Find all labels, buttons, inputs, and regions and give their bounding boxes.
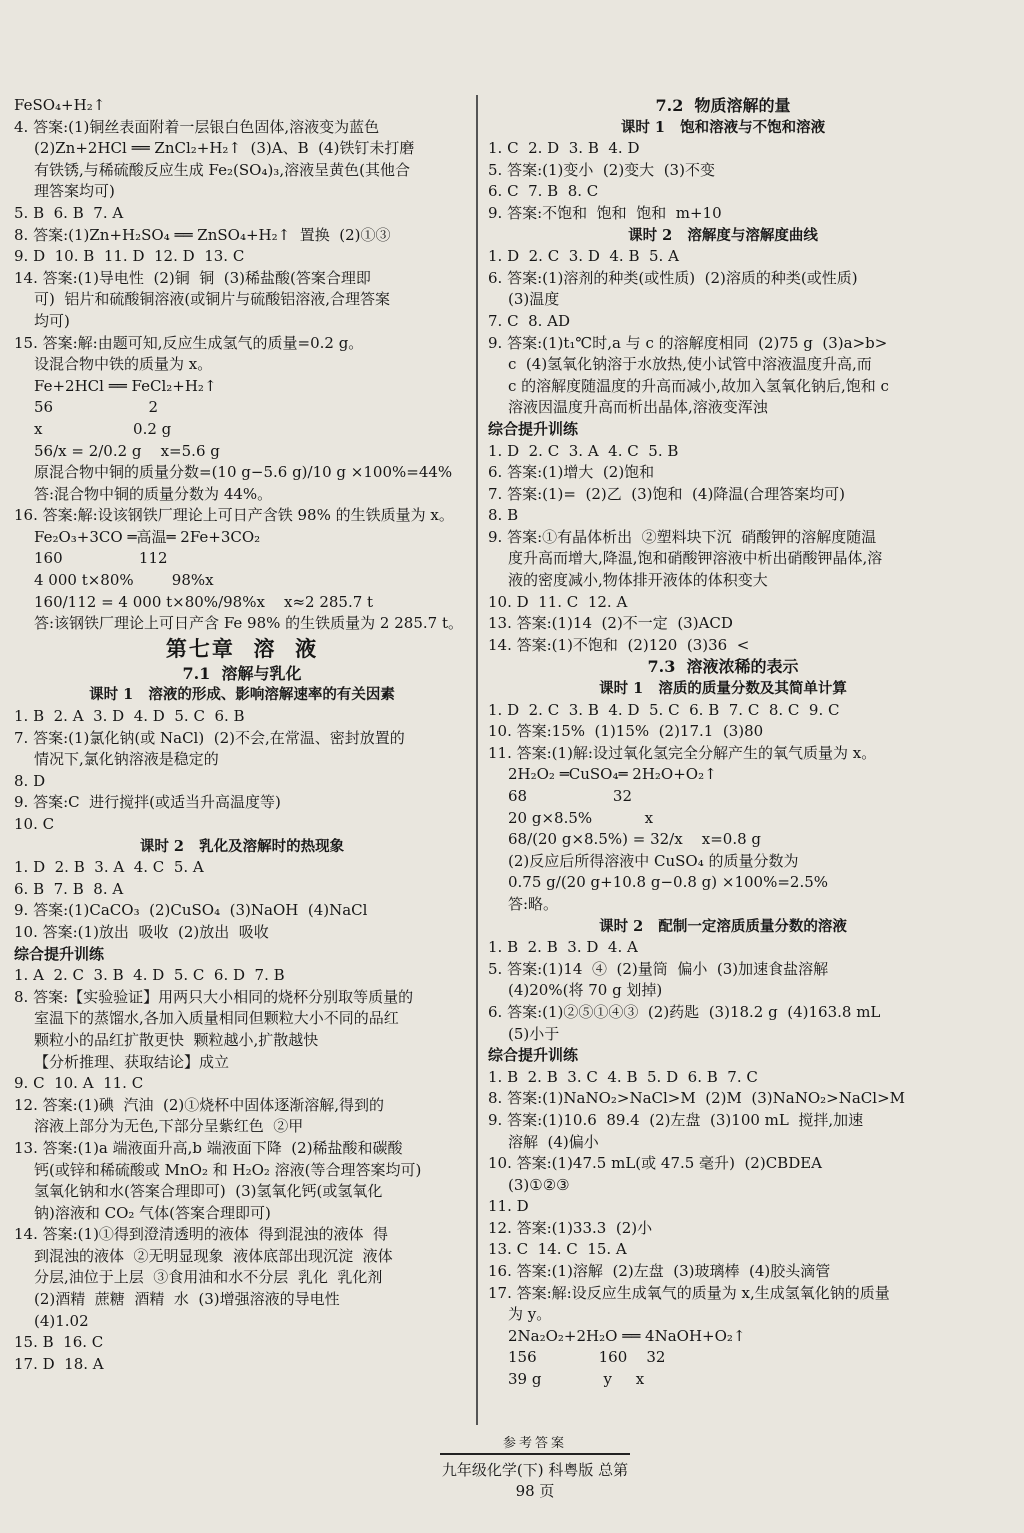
answer-line: 2Na₂O₂+2H₂O ══ 4NaOH+O₂↑ [508, 1326, 746, 1345]
footer-info: 九年级化学(下) 科粤版 总第 98 页 [441, 1461, 629, 1500]
answer-line: 12. 答案:(1)碘 汽油 (2)①烧杯中固体逐渐溶解,得到的 [14, 1095, 385, 1114]
answer-line: 14. 答案:(1)导电性 (2)铜 铜 (3)稀盐酸(答案合理即 [14, 268, 371, 287]
answer-line: 度升高而增大,降温,饱和硝酸钾溶液中析出硝酸钾晶体,溶 [508, 549, 883, 568]
answer-line: 8. 答案:(1)Zn+H₂SO₄ ══ ZnSO₄+H₂↑ 置换 (2)①③ [14, 225, 391, 244]
answer-line: 156 160 32 [508, 1348, 666, 1367]
answer-line: 溶液上部分为无色,下部分呈紫红色 ②甲 [34, 1117, 304, 1136]
answer-line: 68/(20 g×8.5%) = 32/x x=0.8 g [508, 830, 762, 849]
answer-line: 有铁锈,与稀硫酸反应生成 Fe₂(SO₄)₃,溶液呈黄色(其他合 [34, 160, 410, 179]
answer-line: 12. 答案:(1)33.3 (2)小 [488, 1218, 653, 1237]
answer-line: 5. 答案:(1)14 ④ (2)量筒 偏小 (3)加速食盐溶解 [488, 959, 829, 978]
answer-line: 答:该钢铁厂理论上可日产含 Fe 98% 的生铁质量为 2 285.7 t。 [34, 614, 463, 633]
answer-line: 1. D 2. C 3. B 4. D 5. C 6. B 7. C 8. C 9. C [488, 700, 840, 719]
answer-line: 9. 答案:C 进行搅拌(或适当升高温度等) [14, 793, 281, 812]
answer-line: 1. D 2. C 3. A 4. C 5. B [488, 441, 679, 460]
column-divider [476, 95, 478, 1425]
answer-line: 160 112 [34, 549, 168, 568]
answer-line: 8. 答案:【实验验证】用两只大小相同的烧杯分别取等质量的 [14, 987, 414, 1006]
lesson-heading: 课时 1 溶质的质量分数及其简单计算 [599, 680, 847, 698]
answer-line: 理答案均可) [34, 182, 115, 201]
answer-line: (2)酒精 蔗糖 酒精 水 (3)增强溶液的导电性 [34, 1290, 340, 1309]
answer-line: 56 2 [34, 398, 158, 417]
answer-line: 8. 答案:(1)NaNO₂>NaCl>M (2)M (3)NaNO₂>NaCl>M [488, 1089, 905, 1108]
answer-line: 均可) [34, 311, 70, 330]
answer-line: 16. 答案:(1)溶解 (2)左盘 (3)玻璃棒 (4)胶头滴管 [488, 1262, 831, 1281]
answer-line: 钙(或锌和稀硫酸或 MnO₂ 和 H₂O₂ 溶液(等合理答案均可) [34, 1160, 422, 1179]
lesson-heading: 综合提升训练 [488, 419, 579, 438]
answer-line: FeSO₄+H₂↑ [14, 96, 106, 114]
answer-line: 7. 答案:(1)氯化钠(或 NaCl) (2)不会,在常温、密封放置的 [14, 728, 405, 747]
answer-line: 5. B 6. B 7. A [14, 203, 124, 222]
answer-line: 20 g×8.5% x [508, 808, 654, 827]
answer-line: 5. 答案:(1)变小 (2)变大 (3)不变 [488, 160, 715, 179]
answer-line: 15. B 16. C [14, 1333, 104, 1352]
answer-line: 10. 答案:(1)47.5 mL(或 47.5 毫升) (2)CBDEA [488, 1154, 823, 1173]
answer-line: 16. 答案:解:设该钢铁厂理论上可日产含铁 98% 的生铁质量为 x。 [14, 506, 454, 525]
answer-line: 68 32 [508, 787, 632, 805]
answer-line: 1. B 2. A 3. D 4. D 5. C 6. B [14, 707, 245, 726]
left-column [14, 95, 470, 1375]
answer-line: 10. 答案:15% (1)15% (2)17.1 (3)80 [488, 722, 764, 741]
answer-line: (2)Zn+2HCl ══ ZnCl₂+H₂↑ (3)A、B (4)铁钉未打磨 [34, 139, 415, 158]
answer-line: 9. 答案:不饱和 饱和 饱和 m+10 [488, 203, 722, 222]
answer-line: 17. 答案:解:设反应生成氧气的质量为 x,生成氢氧化钠的质量 [488, 1283, 890, 1302]
answer-line: Fe+2HCl ══ FeCl₂+H₂↑ [34, 376, 217, 395]
answer-line: 【分析推理、获取结论】成立 [34, 1052, 230, 1071]
answer-line: 1. D 2. B 3. A 4. C 5. A [14, 858, 204, 877]
lesson-heading: 综合提升训练 [488, 1046, 579, 1065]
right-column [488, 95, 958, 1391]
answer-line: 10. C [14, 815, 55, 833]
answer-line: 2H₂O₂ ═CuSO₄═ 2H₂O+O₂↑ [508, 765, 717, 784]
answer-line: 39 g y x [508, 1370, 645, 1389]
answer-line: (5)小于 [508, 1024, 560, 1043]
answer-line: (4)20%(将 70 g 划掉) [508, 981, 663, 1000]
answer-line: 颗粒小的品红扩散更快 颗粒越小,扩散越快 [34, 1030, 319, 1049]
answer-line: 8. B [488, 506, 519, 525]
answer-line: c 的溶解度随温度的升高而减小,故加入氢氧化钠后,饱和 c [508, 376, 889, 395]
answer-line: 9. C 10. A 11. C [14, 1074, 144, 1093]
answer-line: 8. D [14, 771, 46, 790]
answer-line: 液的密度减小,物体排开液体的体积变大 [508, 571, 768, 590]
section-title: 7.2 物质溶解的量 [655, 96, 791, 115]
answer-line: 11. D [488, 1197, 529, 1216]
section-title: 7.3 溶液浓稀的表示 [647, 657, 799, 677]
answer-line: 到混浊的液体 ②无明显现象 液体底部出现沉淀 液体 [34, 1246, 393, 1265]
answer-line: 7. C 8. AD [488, 311, 571, 330]
answer-line: 7. 答案:(1)= (2)乙 (3)饱和 (4)降温(合理答案均可) [488, 484, 846, 503]
answer-line: 17. D 18. A [14, 1354, 104, 1373]
footer-label: 参考答案 [440, 1432, 630, 1455]
answer-line: 1. C 2. D 3. B 4. D [488, 139, 640, 158]
answer-line: 13. 答案:(1)14 (2)不一定 (3)ACD [488, 614, 733, 633]
answer-line: 6. 答案:(1)溶剂的种类(或性质) (2)溶质的种类(或性质) [488, 268, 858, 287]
page-footer [440, 1432, 630, 1501]
answer-line: 6. 答案:(1)增大 (2)饱和 [488, 463, 655, 482]
answer-line: 答:略。 [508, 894, 559, 913]
lesson-heading: 课时 2 乳化及溶解时的热现象 [139, 837, 345, 855]
answer-line: 9. 答案:(1)10.6 89.4 (2)左盘 (3)100 mL 搅拌,加速 [488, 1110, 864, 1129]
answer-line: c (4)氢氧化钠溶于水放热,使小试管中溶液温度升高,而 [508, 355, 872, 374]
answer-line: 溶解 (4)偏小 [508, 1132, 599, 1151]
section-title: 7.1 溶解与乳化 [182, 663, 302, 683]
answer-line: (3)①②③ [508, 1175, 570, 1194]
answer-line: 分层,油位于上层 ③食用油和水不分层 乳化 乳化剂 [34, 1268, 383, 1287]
answer-line: 情况下,氯化钠溶液是稳定的 [34, 750, 219, 769]
answer-line: 1. A 2. C 3. B 4. D 5. C 6. D 7. B [14, 966, 285, 985]
answer-line: 9. 答案:(1)t₁℃时,a 与 c 的溶解度相同 (2)75 g (3)a>b> [488, 333, 888, 352]
answer-line: 氢氧化钠和水(答案合理即可) (3)氢氧化钙(或氢氧化 [34, 1182, 383, 1201]
answer-line: 为 y。 [508, 1305, 552, 1324]
answer-line: 溶液因温度升高而析出晶体,溶液变浑浊 [508, 398, 768, 417]
answer-line: (3)温度 [508, 290, 560, 309]
answer-line: 室温下的蒸馏水,各加入质量相同但颗粒大小不同的品红 [34, 1009, 399, 1028]
answer-line: 1. D 2. C 3. D 4. B 5. A [488, 247, 679, 266]
chapter-title: 第七章 溶 液 [165, 635, 319, 661]
lesson-heading: 课时 2 溶解度与溶解度曲线 [628, 226, 818, 244]
answer-line: (2)反应后所得溶液中 CuSO₄ 的质量分数为 [508, 851, 799, 870]
answer-line: 6. B 7. B 8. A [14, 879, 124, 898]
answer-line: 160/112 = 4 000 t×80%/98%x x≈2 285.7 t [34, 592, 374, 611]
answer-line: 原混合物中铜的质量分数=(10 g−5.6 g)/10 g ×100%=44% [34, 463, 453, 482]
answer-line: 56/x = 2/0.2 g x=5.6 g [34, 441, 220, 460]
answer-line: 9. D 10. B 11. D 12. D 13. C [14, 247, 245, 266]
answer-line: 14. 答案:(1)①得到澄清透明的液体 得到混浊的液体 得 [14, 1225, 388, 1244]
answer-line: (4)1.02 [34, 1311, 89, 1330]
answer-line: Fe₂O₃+3CO ═高温═ 2Fe+3CO₂ [34, 527, 261, 546]
answer-line: 9. 答案:①有晶体析出 ②塑料块下沉 硝酸钾的溶解度随温 [488, 527, 877, 546]
lesson-heading: 综合提升训练 [14, 944, 105, 963]
answer-line: 6. 答案:(1)②⑤①④③ (2)药匙 (3)18.2 g (4)163.8 mL [488, 1002, 881, 1021]
answer-line: 13. C 14. C 15. A [488, 1240, 627, 1259]
answer-line: 10. D 11. C 12. A [488, 592, 628, 611]
answer-line: 10. 答案:(1)放出 吸收 (2)放出 吸收 [14, 922, 269, 941]
answer-line: 答:混合物中铜的质量分数为 44%。 [34, 484, 273, 503]
lesson-heading: 课时 2 配制一定溶质质量分数的溶液 [599, 917, 847, 935]
answer-line: 可) 铝片和硫酸铜溶液(或铜片与硫酸铝溶液,合理答案 [34, 290, 391, 309]
answer-line: 钠)溶液和 CO₂ 气体(答案合理即可) [34, 1203, 271, 1222]
answer-line: 11. 答案:(1)解:设过氧化氢完全分解产生的氧气质量为 x。 [488, 743, 877, 762]
answer-line: 9. 答案:(1)CaCO₃ (2)CuSO₄ (3)NaOH (4)NaCl [14, 901, 368, 920]
answer-line: x 0.2 g [34, 419, 172, 438]
answer-line: 1. B 2. B 3. D 4. A [488, 938, 638, 957]
answer-line: 14. 答案:(1)不饱和 (2)120 (3)36 < [488, 635, 750, 654]
lesson-heading: 课时 1 饱和溶液与不饱和溶液 [620, 118, 826, 136]
answer-line: 设混合物中铁的质量为 x。 [34, 355, 213, 374]
answer-line: 4. 答案:(1)铜丝表面附着一层银白色固体,溶液变为蓝色 [14, 117, 380, 136]
answer-line: 4 000 t×80% 98%x [34, 571, 214, 590]
lesson-heading: 课时 1 溶液的形成、影响溶解速率的有关因素 [89, 686, 395, 704]
answer-line: 6. C 7. B 8. C [488, 182, 599, 201]
answer-line: 1. B 2. B 3. C 4. B 5. D 6. B 7. C [488, 1067, 758, 1086]
answer-line: 13. 答案:(1)a 端液面升高,b 端液面下降 (2)稀盐酸和碳酸 [14, 1138, 403, 1157]
answer-line: 0.75 g/(20 g+10.8 g−0.8 g) ×100%=2.5% [508, 873, 829, 892]
answer-line: 15. 答案:解:由题可知,反应生成氢气的质量=0.2 g。 [14, 333, 364, 352]
